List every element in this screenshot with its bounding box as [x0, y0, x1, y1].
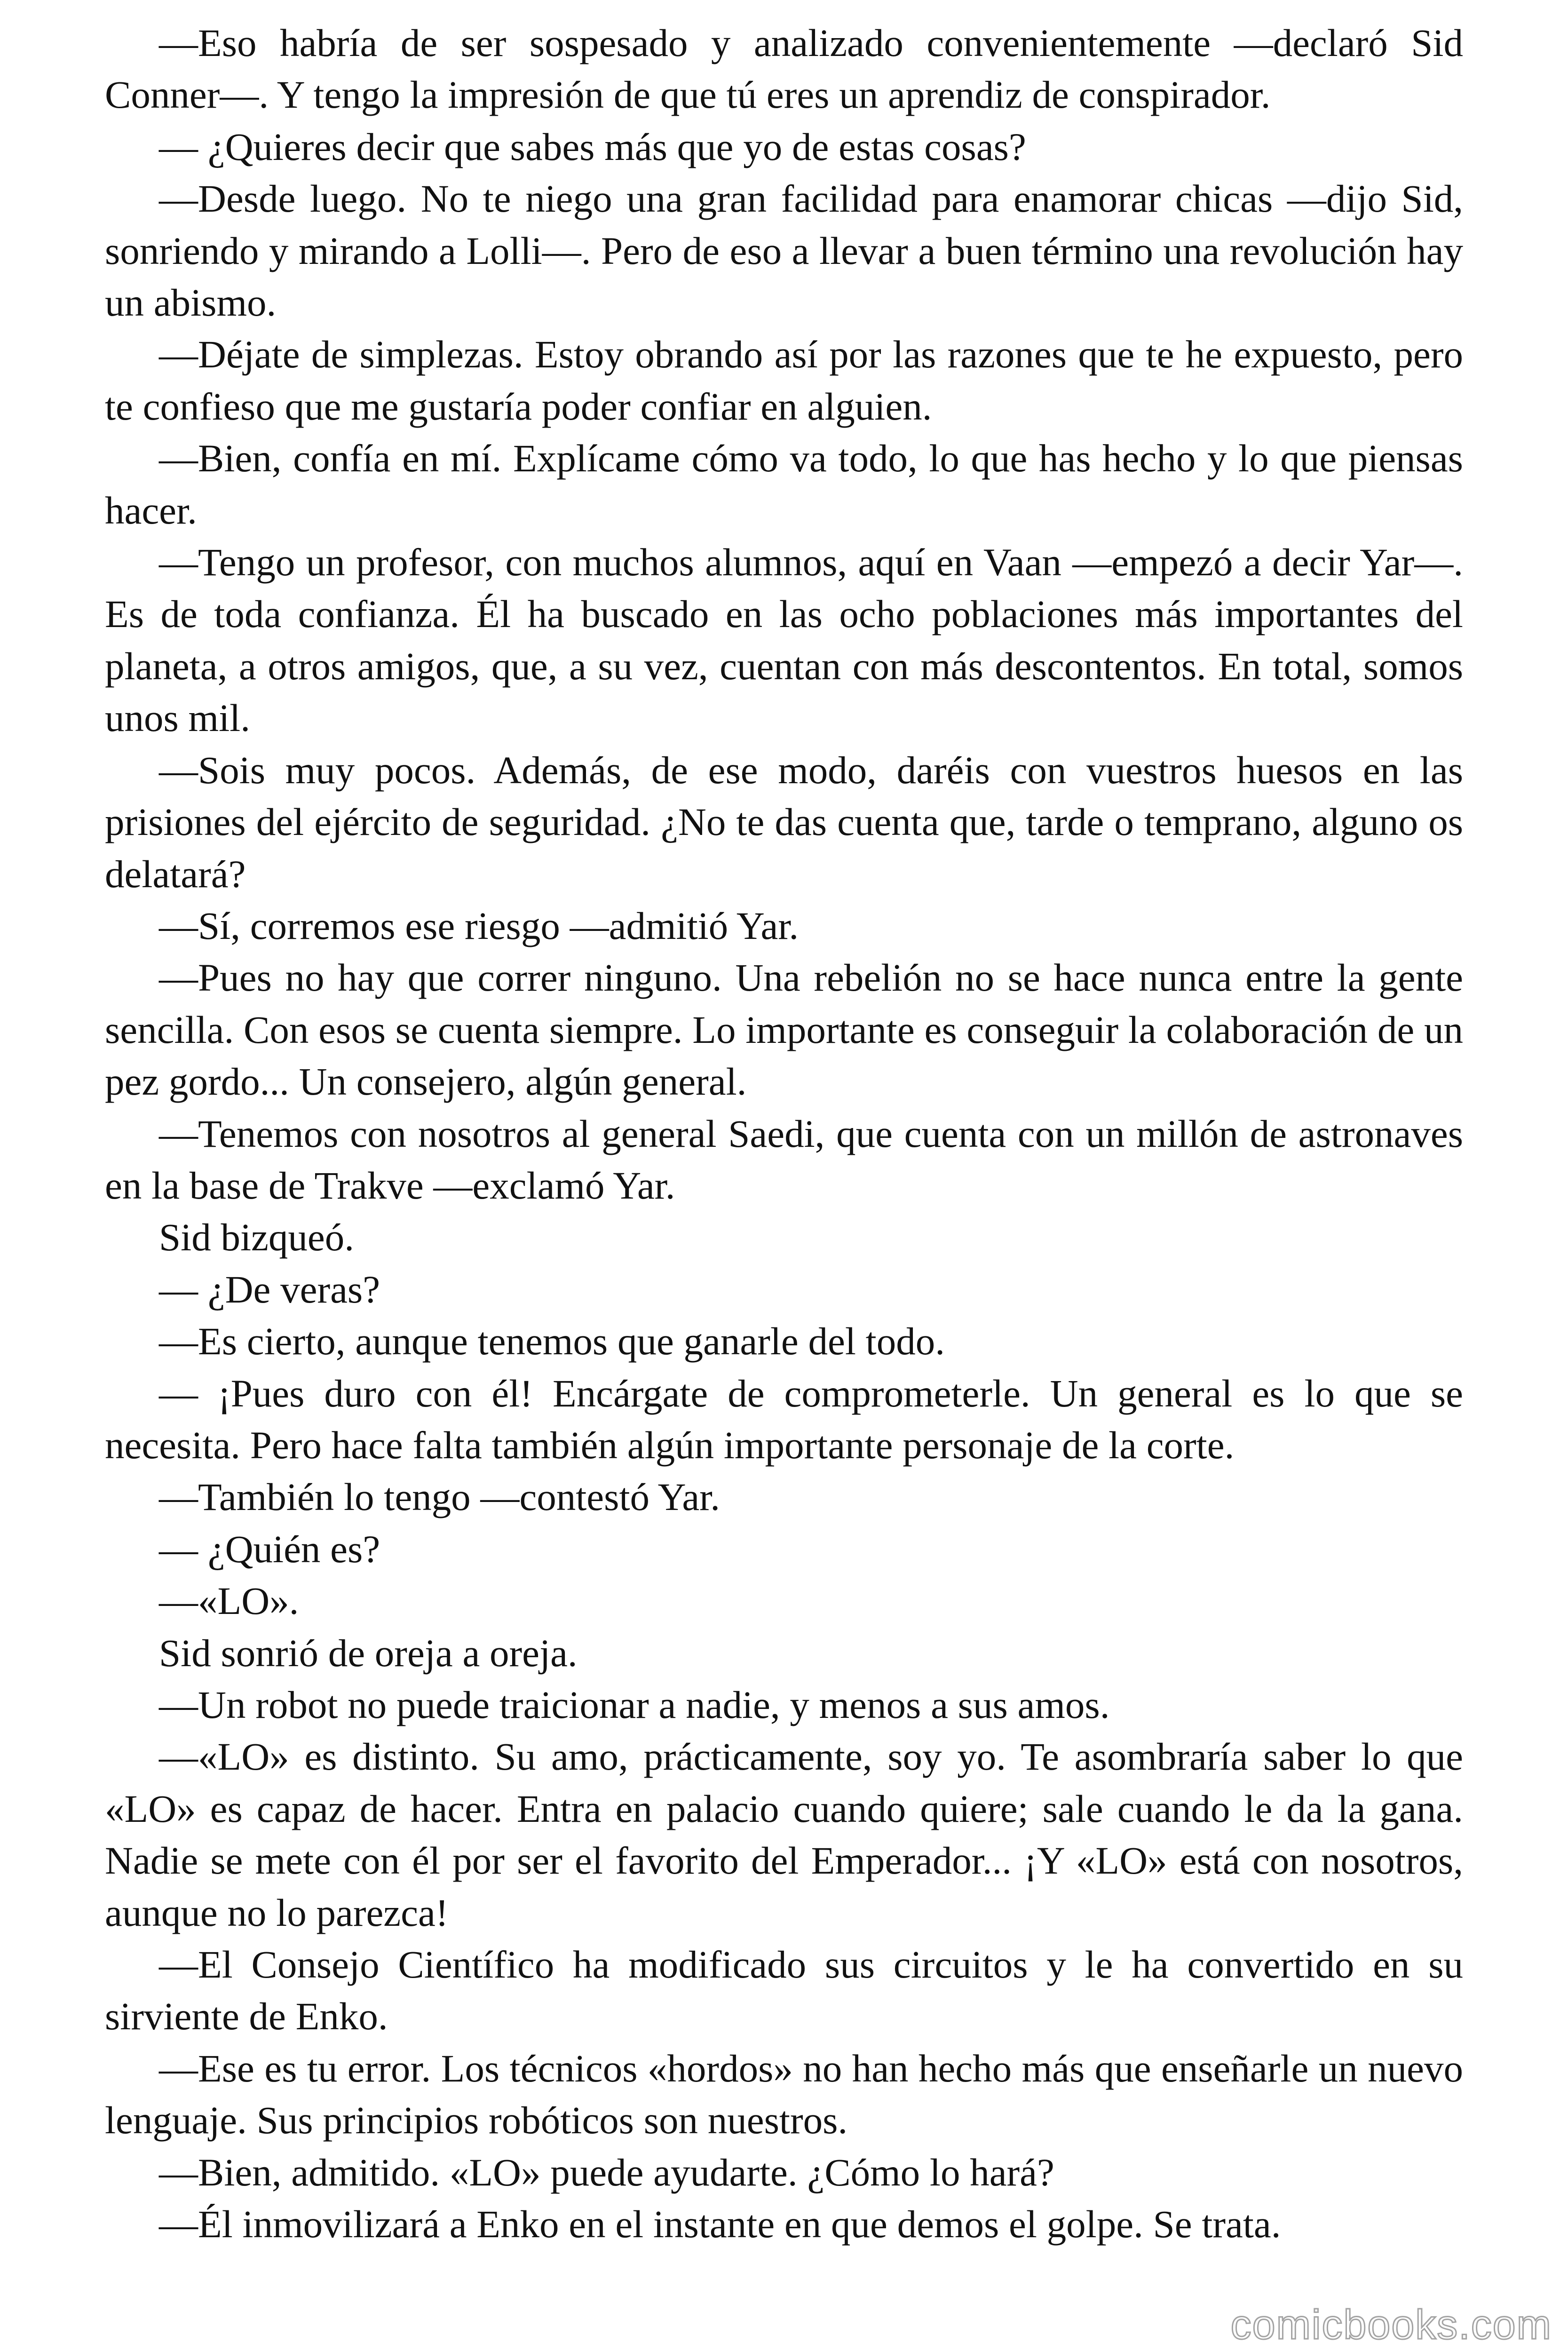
paragraph-5: —Bien, confía en mí. Explícame cómo va todo, lo que has hecho y lo que piensas hacer. — [105, 437, 1463, 532]
watermark: comicbooks.com — [1230, 2301, 1552, 2348]
paragraph-23: —Bien, admitido. «LO» puede ayudarte. ¿Cómo lo hará? — [159, 2150, 1054, 2194]
paragraph-3: —Desde luego. No te niego una gran facilidad para enamorar chicas —dijo Sid, sonriendo y mirando a Lolli—. Pero de eso a llevar a buen término una revolución hay un abismo. — [105, 177, 1463, 325]
paragraph-16: — ¿Quién es? — [159, 1527, 380, 1571]
paragraph-7: —Sois muy pocos. Además, de ese modo, daréis con vuestros huesos en las prisiones del ejército de seguridad. ¿No te das cuenta que, tarde o temprano, alguno os delatará? — [105, 748, 1463, 896]
paragraph-2: — ¿Quieres decir que sabes más que yo de estas cosas? — [159, 125, 1026, 168]
paragraph-22: —Ese es tu error. Los técnicos «hordos» no han hecho más que enseñarle un nuevo lenguaje. Sus principios robóticos son nuestros. — [105, 2046, 1463, 2142]
paragraph-8: —Sí, corremos ese riesgo —admitió Yar. — [159, 904, 799, 947]
paragraph-14: — ¡Pues duro con él! Encárgate de comprometerle. Un general es lo que se necesita. Pero hace falta también algún importante personaje de la corte. — [105, 1371, 1463, 1467]
paragraph-13: —Es cierto, aunque tenemos que ganarle del todo. — [159, 1319, 945, 1363]
paragraph-11: Sid bizqueó. — [159, 1216, 354, 1259]
paragraph-10: —Tenemos con nosotros al general Saedi, que cuenta con un millón de astronaves en la base de Trakve —exclamó Yar. — [105, 1112, 1463, 1207]
paragraph-15: —También lo tengo —contestó Yar. — [159, 1475, 720, 1519]
paragraph-4: —Déjate de simplezas. Estoy obrando así por las razones que te he expuesto, pero te confieso que me gustaría poder confiar en alguien. — [105, 333, 1463, 428]
paragraph-17: —«LO». — [159, 1579, 299, 1623]
paragraph-24: —Él inmovilizará a Enko en el instante en que demos el golpe. Se trata. — [159, 2202, 1281, 2246]
paragraph-21: —El Consejo Científico ha modificado sus circuitos y le ha convertido en su sirviente de Enko. — [105, 1943, 1463, 2038]
paragraph-9: —Pues no hay que correr ninguno. Una rebelión no se hace nunca entre la gente sencilla. Con esos se cuenta siempre. Lo importante es conseguir la colaboración de un pez gordo... Un consejero, algún general. — [105, 956, 1463, 1104]
paragraph-12: — ¿De veras? — [159, 1267, 380, 1311]
paragraph-18: Sid sonrió de oreja a oreja. — [159, 1631, 578, 1675]
paragraph-6: —Tengo un profesor, con muchos alumnos, aquí en Vaan —empezó a decir Yar—. Es de toda confianza. Él ha buscado en las ocho poblaciones más importantes del planeta, a otros amigos, que, a su vez, cuentan con más descontentos. En total, somos unos mil. — [105, 540, 1463, 740]
paragraph-19: —Un robot no puede traicionar a nadie, y menos a sus amos. — [159, 1683, 1110, 1726]
paragraph-1: —Eso habría de ser sospesado y analizado convenientemente —declaró Sid Conner—. Y tengo la impresión de que tú eres un aprendiz de conspirador. — [105, 21, 1463, 117]
body-text — [105, 17, 1463, 2250]
paragraph-20: —«LO» es distinto. Su amo, prácticamente, soy yo. Te asombraría saber lo que «LO» es capaz de hacer. Entra en palacio cuando quiere; sale cuando le da la gana. Nadie se mete con él por ser el favorito del Emperador... ¡Y «LO» está con nosotros, aunque no lo parezca! — [105, 1735, 1463, 1934]
